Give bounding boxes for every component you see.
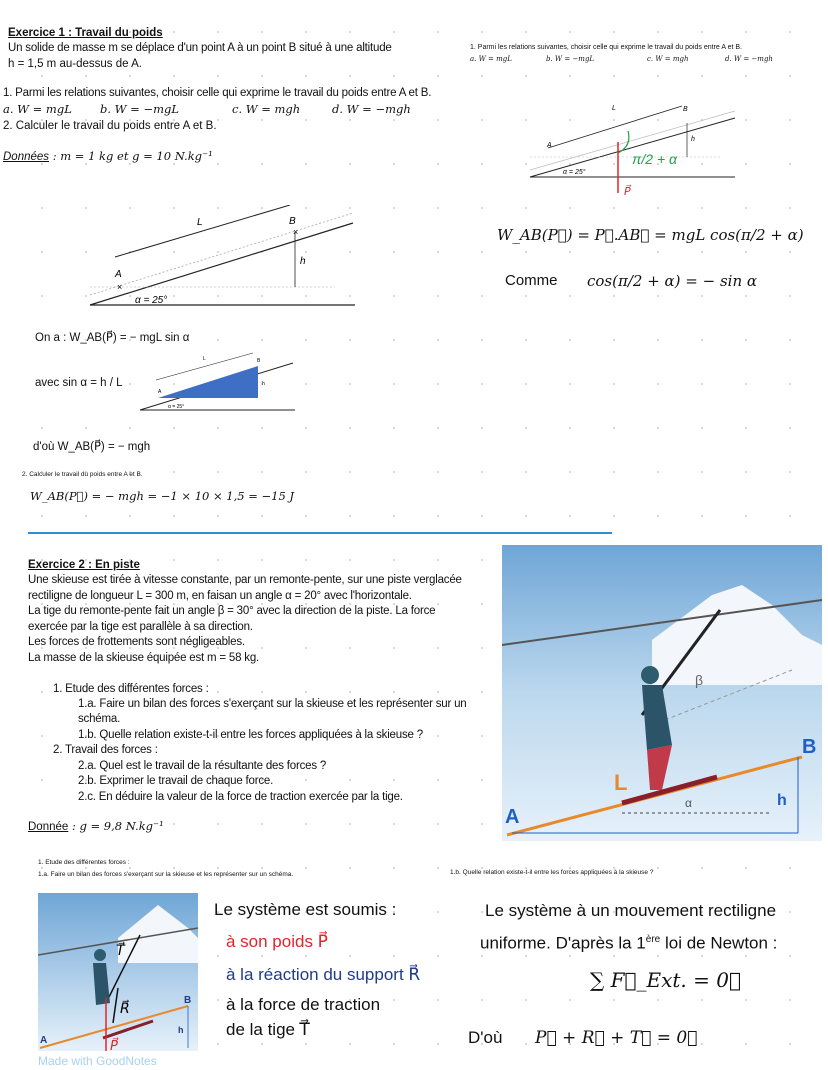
label-alpha: α = 25° [135, 295, 168, 306]
on-a-formula: On a : W_AB(P⃗) = − mgL sin α [35, 332, 190, 344]
ex1-title: Exercice 1 : Travail du poids [8, 27, 163, 39]
ex1-choice-a: a. W = mgL [3, 102, 72, 116]
ex1-choice-c: c. W = mgh [232, 102, 301, 116]
svg-text:A: A [158, 389, 162, 395]
angle-figure [520, 98, 740, 198]
ex1-question-2: 2. Calculer le travail du poids entre A et B. [3, 120, 217, 132]
svg-text:B: B [184, 995, 192, 1006]
label-h: h [300, 256, 306, 267]
soumis-heading: Le système est soumis : [214, 900, 397, 919]
svg-text:A: A [547, 142, 552, 149]
work-formula: W_AB(P⃗) = P⃗.AB⃗ = mgL cos(π/2 + α) [497, 226, 804, 244]
svg-text:R⃗: R⃗ [120, 1000, 130, 1016]
svg-text:T⃗: T⃗ [116, 942, 125, 958]
svg-text:h: h [262, 381, 265, 387]
ex2-question: 2.b. Exprimer le travail de chaque force. [78, 775, 274, 787]
ex1-data: Données : m = 1 kg et g = 10 N.kg⁻¹ [3, 149, 213, 163]
skier-illustration [502, 545, 822, 841]
svg-text:h: h [777, 792, 787, 809]
comme-label: Comme [505, 272, 558, 289]
force-traction-1: à la force de traction [226, 995, 381, 1014]
sum-formula: ∑ F⃗_Ext. = 0⃗ [590, 968, 741, 992]
ex2-data: Donnée : g = 9,8 N.kg⁻¹ [28, 819, 164, 833]
ex2-line: La tige du remonte-pente fait un angle β = 30° avec la direction de la piste. La force [28, 605, 436, 617]
svg-text:α: α [685, 796, 692, 810]
newton-line-2: uniforme. D'après la 1ère loi de Newton : [480, 933, 778, 953]
ex1-intro-2: h = 1,5 m au-dessus de A. [8, 58, 142, 70]
svg-text:β: β [695, 672, 704, 688]
result-formula: W_AB(P⃗) = − mgh = −1 × 10 × 1,5 = −15 J [30, 489, 295, 503]
watermark: Made with GoodNotes [38, 1054, 157, 1068]
force-reaction: à la réaction du support R⃗ [226, 965, 421, 984]
ex2-question: 1.b. Quelle relation existe-t-il entre les forces appliquées à la skieuse ? [78, 729, 423, 741]
ex2-line: exercée par la tige est parallèle à sa direction. [28, 621, 253, 633]
svg-text:A: A [40, 1035, 48, 1046]
svg-text:L: L [612, 105, 616, 112]
skier-forces-illustration [38, 893, 198, 1051]
sol-small-2: 1.a. Faire un bilan des forces s'exerçant sur la skieuse et les représenter sur un schéma. [38, 871, 294, 878]
sin-formula: avec sin α = h / L [35, 377, 123, 389]
ex2-line: Les forces de frottements sont négligeables. [28, 636, 245, 648]
ex1-choice-d: d. W = −mgh [332, 102, 411, 116]
svg-text:α = 25°: α = 25° [168, 404, 185, 410]
dou-label: D'où [468, 1028, 503, 1047]
label-a: A [115, 269, 122, 280]
ex2-line: La masse de la skieuse équipée est m = 58 kg. [28, 652, 260, 664]
ex2-line: Une skieuse est tirée à vitesse constante, par un remonte-pente, sur une piste verglacée [28, 574, 462, 586]
ex1-intro-1: Un solide de masse m se déplace d'un point A à un point B situé à une altitude [8, 42, 392, 54]
ex2-question: 2.c. En déduire la valeur de la force de traction exercée par la tige. [78, 791, 403, 803]
label-b: B [289, 216, 296, 227]
weight-label: P⃗ [624, 186, 631, 198]
sol-small-3: 1.b. Quelle relation existe-t-il entre les forces appliquées à la skieuse ? [450, 869, 654, 876]
label-l: L [197, 217, 203, 228]
notes-choice-d: d. W = −mgh [725, 55, 773, 63]
notes-choice-b: b. W = −mgL [546, 55, 595, 63]
svg-text:L: L [614, 770, 628, 795]
svg-text:×: × [117, 282, 123, 292]
angle-label: π/2 + α [632, 151, 677, 167]
ex2-question: 2. Travail des forces : [53, 744, 158, 756]
svg-text:P⃗: P⃗ [110, 1038, 118, 1051]
svg-text:A: A [505, 806, 520, 828]
dou-formula: d'où W_AB(P⃗) = − mgh [33, 441, 151, 453]
notes-question-2: 2. Calculer le travail du poids entre A et B. [22, 471, 143, 478]
incline-figure [85, 205, 360, 315]
newton-line-1: Le système à un mouvement rectiligne [485, 901, 777, 920]
ex2-question: 2.a. Quel est le travail de la résultante des forces ? [78, 760, 327, 772]
svg-text:B: B [257, 358, 261, 364]
ex1-question-1: 1. Parmi les relations suivantes, choisir celle qui exprime le travail du poids entre A et B. [3, 87, 432, 99]
ex2-question: 1. Etude des différentes forces : [53, 683, 209, 695]
svg-text:L: L [203, 356, 206, 362]
svg-text:×: × [293, 227, 299, 237]
force-weight: à son poids P⃗ [226, 932, 328, 951]
svg-text:h: h [178, 1025, 184, 1035]
notes-question-1: 1. Parmi les relations suivantes, choisir celle qui exprime le travail du poids entre A et B. [470, 44, 742, 51]
comme-formula: cos(π/2 + α) = − sin α [587, 272, 758, 290]
notes-choice-a: a. W = mgL [470, 55, 512, 63]
ex2-question: schéma. [78, 713, 121, 725]
notes-choice-c: c. W = mgh [647, 55, 689, 63]
ex2-question: 1.a. Faire un bilan des forces s'exerçant sur la skieuse et les représenter sur un [78, 698, 467, 710]
sol-small-1: 1. Etude des différentes forces : [38, 859, 130, 866]
svg-text:h: h [691, 136, 695, 143]
svg-text:B: B [802, 736, 817, 758]
force-traction-2: de la tige T⃗ [226, 1020, 310, 1039]
divider [28, 532, 612, 534]
svg-text:B: B [683, 106, 688, 113]
triangle-figure [138, 350, 298, 414]
dou-formula-2: P⃗ + R⃗ + T⃗ = 0⃗ [535, 1028, 698, 1048]
ex2-title: Exercice 2 : En piste [28, 559, 140, 571]
svg-text:α = 25°: α = 25° [563, 169, 586, 176]
ex1-choice-b: b. W = −mgL [100, 102, 179, 116]
ex2-line: rectiligne de longueur L = 300 m, en faisan un angle α = 20° avec l'horizontale. [28, 590, 412, 602]
